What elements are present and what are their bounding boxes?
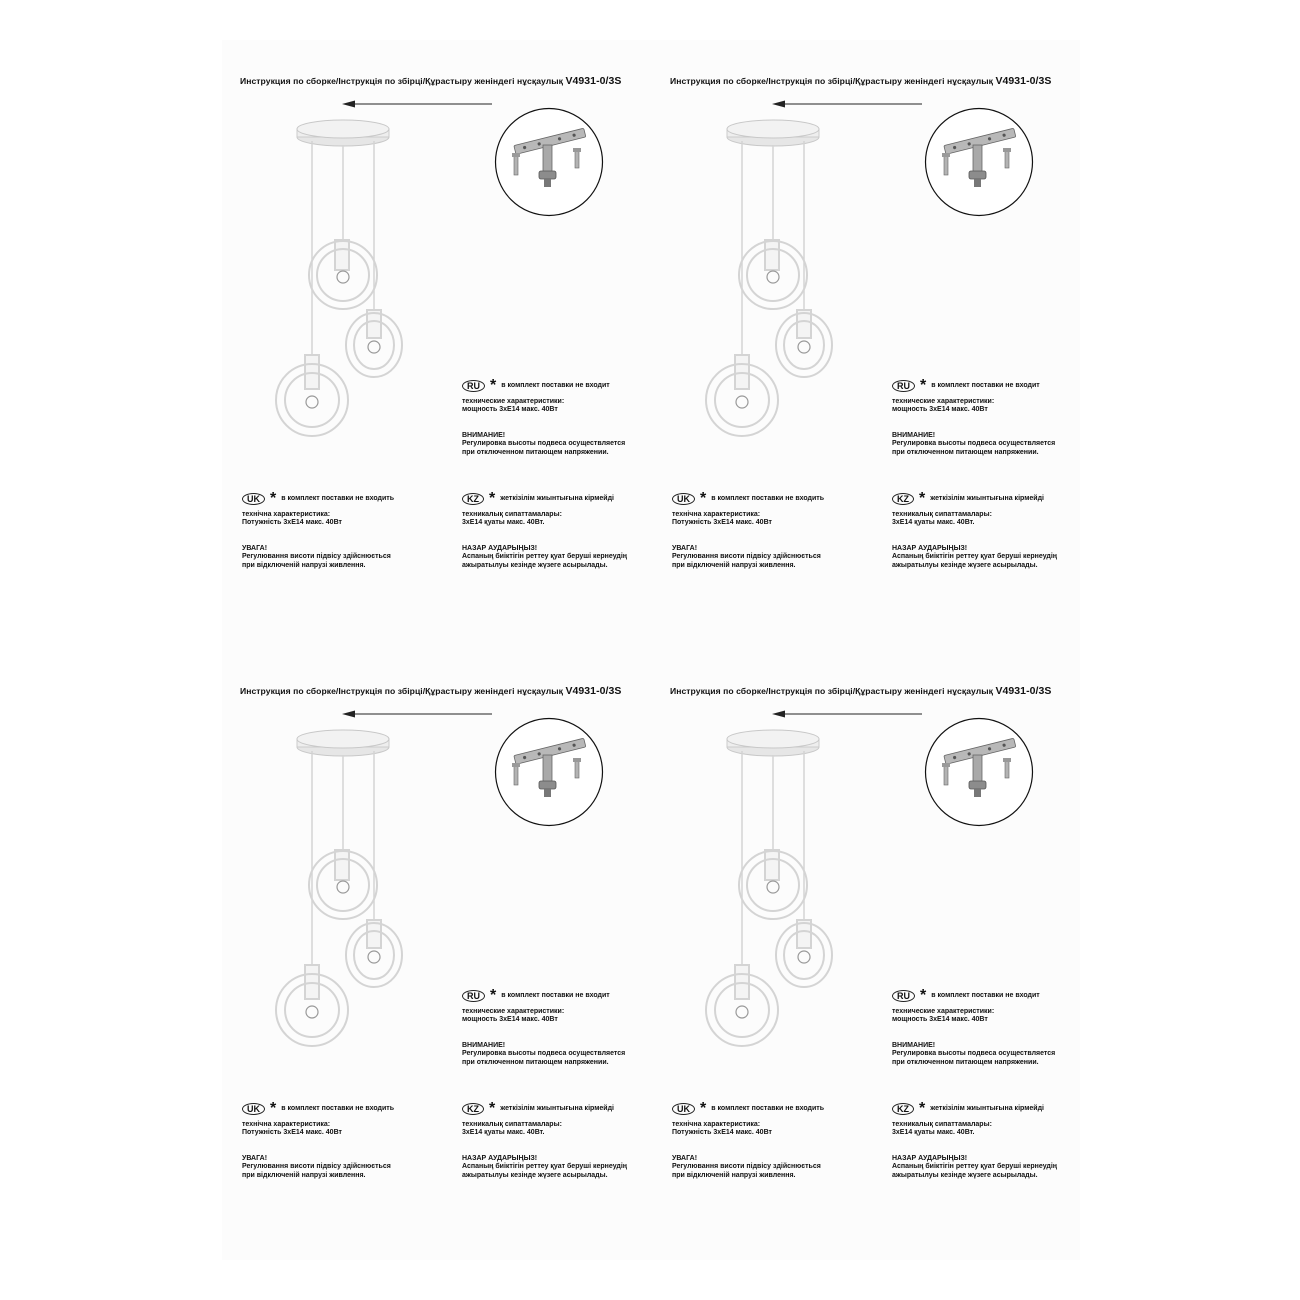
uk-block <box>242 490 395 570</box>
asterisk-icon: * <box>490 377 497 394</box>
lang-badge-ru: RU <box>892 380 915 392</box>
pendant-lamp-icon <box>702 115 847 460</box>
specs-value: 3xE14 қуаты макс. 40Вт. <box>892 519 975 527</box>
uk-block <box>672 490 825 570</box>
warning-text: Регулювання висоти підвісу здійснюється <box>242 1163 391 1171</box>
arrow-left-icon <box>342 97 492 111</box>
lang-badge-kz: KZ <box>462 493 484 505</box>
specs-label: технічна характеристика: <box>242 511 331 518</box>
title-text: Инструкция по сборке/Інструкція по збірці/Құрастыру женіндегі нұсқаулық <box>240 76 563 86</box>
asterisk-icon: * <box>270 1100 277 1117</box>
warning-text: при отключенном питающем напряжении. <box>892 448 1039 456</box>
specs-value: мощность 3xE14 макс. 40Вт <box>462 1016 558 1024</box>
lang-badge-uk: UK <box>242 493 265 505</box>
ru-block <box>462 377 626 457</box>
not-included-text: в комплект поставки не входит <box>931 381 1040 389</box>
warning-text: ажыратылуы кезінде жүзеге асырылады. <box>892 561 1038 569</box>
warning-text: при отключенном питающем напряжении. <box>892 1058 1039 1066</box>
mounting-bracket-icon <box>924 717 1034 827</box>
not-included-text: в комплект поставки не входить <box>711 1104 825 1112</box>
specs-label: техникалық сипаттамалары: <box>892 1121 992 1128</box>
warning-title: НАЗАР АУДАРЫҢЫЗ! <box>462 1154 538 1162</box>
instruction-panel-1 <box>222 40 652 640</box>
warning-title: НАЗАР АУДАРЫҢЫЗ! <box>462 544 538 552</box>
ru-block <box>462 987 626 1067</box>
kz-block <box>892 490 1058 570</box>
specs-value: мощность 3xE14 макс. 40Вт <box>892 406 988 414</box>
not-included-text: жеткізілім жиынтығына кірмейді <box>500 494 614 502</box>
warning-text: при відключеній напрузі живлення. <box>672 561 796 569</box>
instruction-panel-4 <box>652 650 1082 1250</box>
lang-badge-kz: KZ <box>462 1103 484 1115</box>
panel-title <box>240 75 621 87</box>
warning-text: Регулировка высоты подвеса осуществляется <box>892 440 1056 448</box>
mounting-bracket-icon <box>494 107 604 217</box>
not-included-text: жеткізілім жиынтығына кірмейді <box>930 1104 1044 1112</box>
warning-text: Регулировка высоты подвеса осуществляется <box>892 1050 1056 1058</box>
not-included-text: в комплект поставки не входить <box>281 494 395 502</box>
title-text: Инструкция по сборке/Інструкція по збірці/Құрастыру женіндегі нұсқаулық <box>240 686 563 696</box>
lang-badge-ru: RU <box>462 990 485 1002</box>
not-included-text: в комплект поставки не входит <box>501 381 610 389</box>
specs-value: 3xE14 қуаты макс. 40Вт. <box>462 519 545 527</box>
specs-label: технические характеристики: <box>892 1008 995 1015</box>
warning-text: Регулювання висоти підвісу здійснюється <box>242 553 391 561</box>
warning-title: УВАГА! <box>242 544 268 552</box>
specs-value: 3xE14 қуаты макс. 40Вт. <box>462 1129 545 1137</box>
warning-title: УВАГА! <box>672 1154 698 1162</box>
specs-label: технические характеристики: <box>462 398 565 405</box>
panel-title <box>670 75 1051 87</box>
asterisk-icon: * <box>700 1100 707 1117</box>
warning-text: ажыратылуы кезінде жүзеге асырылады. <box>462 1171 608 1179</box>
warning-title: ВНИМАНИЕ! <box>892 431 936 439</box>
mounting-bracket-icon <box>494 717 604 827</box>
instruction-sheet <box>222 40 1080 1260</box>
asterisk-icon: * <box>920 987 927 1004</box>
warning-text: Аспаның биіктігін реттеу қуат беруші кернеудің <box>462 553 628 561</box>
not-included-text: в комплект поставки не входит <box>501 991 610 999</box>
kz-block <box>892 1100 1058 1180</box>
specs-label: технические характеристики: <box>892 398 995 405</box>
asterisk-icon: * <box>489 490 496 507</box>
asterisk-icon: * <box>489 1100 496 1117</box>
not-included-text: в комплект поставки не входит <box>931 991 1040 999</box>
lang-badge-uk: UK <box>672 1103 695 1115</box>
not-included-text: жеткізілім жиынтығына кірмейді <box>930 494 1044 502</box>
warning-title: УВАГА! <box>672 544 698 552</box>
model-number: V4931-0/3S <box>565 685 622 697</box>
warning-text: Аспаның биіктігін реттеу қуат беруші кернеудің <box>462 1163 628 1171</box>
panel-title <box>670 685 1051 697</box>
specs-value: Потужність 3xE14 макс. 40Вт <box>672 519 772 527</box>
warning-title: ВНИМАНИЕ! <box>892 1041 936 1049</box>
pendant-lamp-icon <box>702 725 847 1070</box>
asterisk-icon: * <box>919 490 926 507</box>
pendant-lamp-icon <box>272 725 417 1070</box>
lang-badge-kz: KZ <box>892 493 914 505</box>
specs-value: Потужність 3xE14 макс. 40Вт <box>672 1129 772 1137</box>
instruction-panel-2 <box>652 40 1082 640</box>
warning-text: Аспаның биіктігін реттеу қуат беруші кернеудің <box>892 553 1058 561</box>
warning-text: при відключеній напрузі живлення. <box>672 1171 796 1179</box>
kz-block <box>462 1100 628 1180</box>
specs-value: Потужність 3xE14 макс. 40Вт <box>242 519 342 527</box>
instruction-panel-3 <box>222 650 652 1250</box>
uk-block <box>242 1100 395 1180</box>
title-text: Инструкция по сборке/Інструкція по збірці/Құрастыру женіндегі нұсқаулық <box>670 686 993 696</box>
not-included-text: жеткізілім жиынтығына кірмейді <box>500 1104 614 1112</box>
warning-title: НАЗАР АУДАРЫҢЫЗ! <box>892 1154 968 1162</box>
specs-value: мощность 3xE14 макс. 40Вт <box>892 1016 988 1024</box>
warning-text: Регулювання висоти підвісу здійснюється <box>672 1163 821 1171</box>
warning-text: Регулировка высоты подвеса осуществляется <box>462 1050 626 1058</box>
specs-value: 3xE14 қуаты макс. 40Вт. <box>892 1129 975 1137</box>
asterisk-icon: * <box>919 1100 926 1117</box>
asterisk-icon: * <box>270 490 277 507</box>
specs-label: технічна характеристика: <box>672 511 761 518</box>
specs-label: техникалық сипаттамалары: <box>462 1121 562 1128</box>
model-number: V4931-0/3S <box>565 75 622 87</box>
asterisk-icon: * <box>490 987 497 1004</box>
specs-value: мощность 3xE14 макс. 40Вт <box>462 406 558 414</box>
specs-value: Потужність 3xE14 макс. 40Вт <box>242 1129 342 1137</box>
arrow-left-icon <box>772 707 922 721</box>
arrow-left-icon <box>342 707 492 721</box>
specs-label: технічна характеристика: <box>672 1121 761 1128</box>
specs-label: техникалық сипаттамалары: <box>892 511 992 518</box>
title-text: Инструкция по сборке/Інструкція по збірці/Құрастыру женіндегі нұсқаулық <box>670 76 993 86</box>
specs-label: технические характеристики: <box>462 1008 565 1015</box>
lang-badge-uk: UK <box>672 493 695 505</box>
warning-text: при відключеній напрузі живлення. <box>242 561 366 569</box>
kz-block <box>462 490 628 570</box>
model-number: V4931-0/3S <box>995 75 1052 87</box>
warning-text: Аспаның биіктігін реттеу қуат беруші кернеудің <box>892 1163 1058 1171</box>
warning-text: Регулировка высоты подвеса осуществляется <box>462 440 626 448</box>
lang-badge-ru: RU <box>892 990 915 1002</box>
model-number: V4931-0/3S <box>995 685 1052 697</box>
specs-label: технічна характеристика: <box>242 1121 331 1128</box>
not-included-text: в комплект поставки не входить <box>711 494 825 502</box>
warning-title: НАЗАР АУДАРЫҢЫЗ! <box>892 544 968 552</box>
warning-text: Регулювання висоти підвісу здійснюється <box>672 553 821 561</box>
lang-badge-kz: KZ <box>892 1103 914 1115</box>
warning-title: ВНИМАНИЕ! <box>462 1041 506 1049</box>
lang-badge-uk: UK <box>242 1103 265 1115</box>
warning-text: при отключенном питающем напряжении. <box>462 1058 609 1066</box>
uk-block <box>672 1100 825 1180</box>
warning-title: ВНИМАНИЕ! <box>462 431 506 439</box>
warning-text: при відключеній напрузі живлення. <box>242 1171 366 1179</box>
warning-text: при отключенном питающем напряжении. <box>462 448 609 456</box>
warning-text: ажыратылуы кезінде жүзеге асырылады. <box>462 561 608 569</box>
pendant-lamp-icon <box>272 115 417 460</box>
panel-title <box>240 685 621 697</box>
ru-block <box>892 987 1056 1067</box>
arrow-left-icon <box>772 97 922 111</box>
specs-label: техникалық сипаттамалары: <box>462 511 562 518</box>
asterisk-icon: * <box>920 377 927 394</box>
not-included-text: в комплект поставки не входить <box>281 1104 395 1112</box>
warning-title: УВАГА! <box>242 1154 268 1162</box>
warning-text: ажыратылуы кезінде жүзеге асырылады. <box>892 1171 1038 1179</box>
mounting-bracket-icon <box>924 107 1034 217</box>
ru-block <box>892 377 1056 457</box>
lang-badge-ru: RU <box>462 380 485 392</box>
asterisk-icon: * <box>700 490 707 507</box>
